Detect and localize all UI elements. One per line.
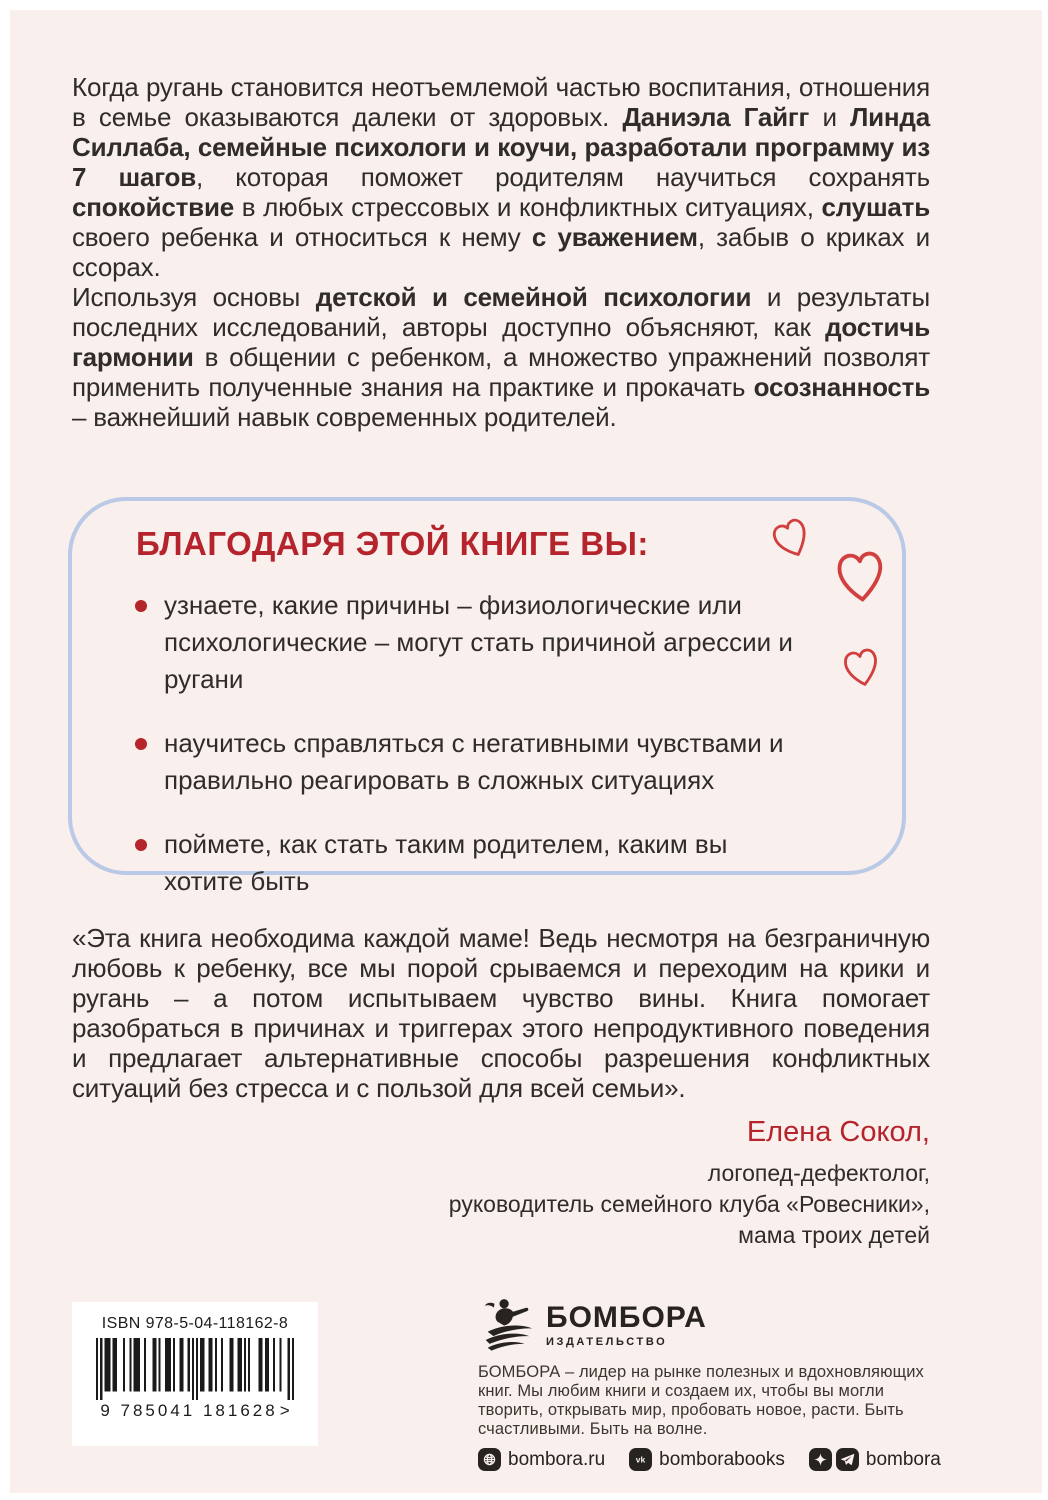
intro-paragraph-2: Используя основы детской и семейной психологии и результаты последних исследований, авторы доступно объясняют, как достичь гармонии в общении с ребенком, а множество упражнений позволят применить полученные знания на практике и прокачать осознанность – важнейший навык современных родителей. (72, 282, 930, 432)
publisher-name: БОМБОРА (546, 1300, 707, 1334)
intro-section (72, 72, 930, 432)
benefit-item (164, 587, 809, 698)
telegram-icon (836, 1448, 859, 1471)
review-section (72, 923, 930, 1251)
benefit-list (164, 587, 809, 900)
publisher-logo (478, 1296, 936, 1354)
social-label-website: bombora.ru (508, 1448, 606, 1470)
publisher-subtitle: ИЗДАТЕЛЬСТВО (546, 1335, 668, 1348)
barcode-digit-groups: 9 785041 181628 (100, 1401, 278, 1420)
zen-icon (809, 1448, 832, 1471)
social-item-website (478, 1448, 605, 1471)
bullet-dot-icon (135, 738, 147, 750)
benefit-item (164, 725, 809, 799)
social-row (478, 1448, 941, 1471)
barcode-image (96, 1338, 294, 1400)
benefits-box (68, 497, 906, 896)
barcode-arrow: > (279, 1401, 290, 1420)
isbn-label: ISBN 978-5-04-118162-8 (101, 1315, 289, 1332)
messenger-icons (809, 1448, 859, 1471)
benefits-heading: БЛАГОДАРЯ ЭТОЙ КНИГЕ ВЫ: (136, 525, 649, 562)
social-item-vk (629, 1448, 785, 1471)
social-label-messengers: bombora (865, 1448, 941, 1470)
benefit-item (164, 826, 809, 900)
publisher-block (478, 1296, 941, 1471)
bullet-dot-icon (135, 839, 147, 851)
review-credential: логопед-дефектолог, (707, 1160, 930, 1186)
intro-paragraph-1: Когда ругань становится неотъемлемой частью воспитания, отношения в семье оказываются далеки от здоровых. Даниэла Гайгг и Линда Силлаба, семейные психологи и коучи, разработали программу из 7 шагов, которая поможет родителям научиться сохранять спокойствие в любых стрессовых и конфликтных ситуациях, слушать своего ребенка и относиться к нему с уважением, забыв о криках и ссорах. (72, 72, 930, 282)
vk-icon (629, 1448, 652, 1471)
review-attribution (72, 1116, 930, 1251)
review-quote: «Эта книга необходима каждой маме! Ведь несмотря на безграничную любовь к ребенку, все мы порой срываемся и переходим на крики и ругань – а потом испытываем чувство вины. Книга помогает разобраться в причинах и триггерах этого непродуктивного поведения и предлагает альтернативные способы разрешения конфликтных ситуаций без стресса и с пользой для всей семьи». (72, 923, 930, 1103)
heart-icon (832, 543, 890, 611)
isbn-barcode-block (72, 1302, 318, 1446)
review-author: Елена Сокол, (746, 1116, 930, 1148)
barcode-digits (100, 1401, 289, 1421)
social-item-messengers (809, 1448, 941, 1471)
heart-icon (838, 642, 885, 694)
svg-text:vk: vk (635, 1454, 646, 1465)
bullet-dot-icon (135, 600, 147, 612)
bombora-surfer-icon (478, 1296, 536, 1354)
publisher-description: БОМБОРА – лидер на рынке полезных и вдохновляющих книг. Мы любим книги и создаем их, чтобы вы могли творить, открывать мир, пробовать новое, расти. Быть счастливыми. Быть на волне. (478, 1363, 924, 1438)
benefit-text: поймете, как стать таким родителем, каким вы хотите быть (164, 829, 728, 896)
social-label-vk: bomborabooks (659, 1448, 785, 1470)
review-credential: руководитель семейного клуба «Ровесники», (448, 1191, 930, 1217)
book-back-cover (10, 10, 1042, 1493)
globe-icon (478, 1448, 501, 1471)
publisher-name-wrap (546, 1300, 707, 1348)
benefit-text: научитесь справляться с негативными чувствами и правильно реагировать в сложных ситуациях (164, 728, 784, 795)
review-credential: мама троих детей (738, 1222, 930, 1248)
benefit-text: узнаете, какие причины – физиологические или психологические – могут стать причиной агрессии и ругани (164, 590, 793, 694)
